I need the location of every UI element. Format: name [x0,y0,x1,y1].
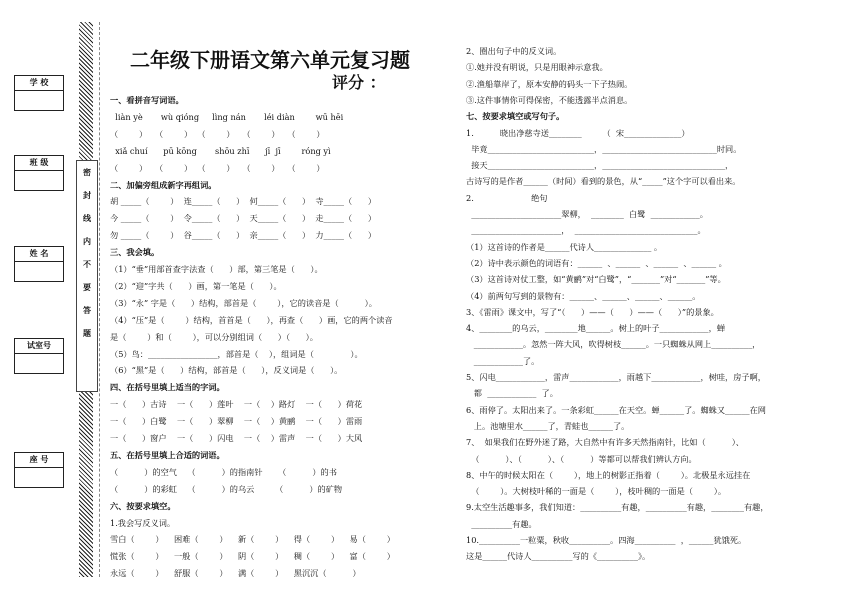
school-box [14,75,64,111]
right-text-line: 上。池塘里水______了，青蛙也______了。 [466,420,630,431]
right-text-line: 3、《雷雨》课文中，写了“（ ）——（ ）——（ ）”的景象。 [466,306,719,317]
left-text-line: 胡 _____（ ） 连_____（ ） 何_____（ ） 寺_____（ ） [110,196,377,207]
seat-box [14,452,64,488]
fold-line [99,22,100,577]
left-text-line: xiǎ chuí pū kōng shōu zhī jī jī róng yì [110,145,331,156]
name-box [14,246,64,282]
right-text-line: 接天__________________________，______________________________， [466,160,734,171]
right-text-line: 9.太空生活趣事多，我们知道：__________有趣，__________有趣，________有趣， [466,502,769,513]
left-text-line: （2）“迎”字共（ ）画，第一笔是（ ）。 [110,280,282,291]
room-box [14,338,64,374]
right-text-line: 10.__________一粒粟，秋收__________。四海__________ ，______犹饿死。 [466,535,747,545]
right-text-line: 2、圈出句子中的反义词。 [466,46,562,56]
seat-label: 座 号 [15,453,63,468]
right-text-line: ____________。忽然一阵大风，吹得树枝______。一只蜘蛛从网上__________， [466,339,761,350]
left-section-heading: 二、加偏旁组成新字再组词。 [110,179,217,190]
left-text-line: 1.我会写反义词。 [110,517,176,528]
left-section-heading: 三、我会填。 [110,247,160,258]
left-text-line: （1）“垂”用部首查字法查（ ）部，第三笔是（ ）。 [110,264,323,274]
right-text-line: 4、________的乌云，________地______。树上的叶子____________，蝉 [466,323,726,334]
name-label: 姓 名 [15,247,63,262]
right-text-line: __________有趣。 [466,518,537,529]
left-text-line: （5）鸟：_________________，部首是（ ），组词是（ ）。 [110,348,363,359]
left-text-line: liàn yè wù qióng lìng nán léi diàn wū hēi [110,111,344,122]
seal-char: 答 [83,306,91,315]
right-text-line: （3）这首诗对仗工整，如“黄鹂”对“白鹭”，“_______”对“_______”等。 [466,274,726,285]
score-label: 评分 ： [332,73,386,92]
class-box [14,155,64,191]
right-text-line: 2. 绝句 [466,192,548,203]
left-text-line: （ ）的彩虹 （ ）的乌云 （ ）的矿物 [110,483,343,494]
left-text-line: （ ） （ ） （ ） （ ） （ ） [110,162,325,173]
right-text-line: 都 ____________ 了。 [466,388,558,399]
left-text-line: 今 _____（ ） 令_____（ ） 天_____（ ） 走_____（ ） [110,213,377,224]
left-text-line: 一（ ）窗户 一（ ）闪电 一（ ）雷声 一（ ）大风 [110,433,363,443]
seal-line-notice [76,160,98,392]
left-text-line: 一（ ）白鹭 一（ ）翠柳 一（ ）黄鹂 一（ ）雷雨 [110,416,363,427]
right-text-line: ①.她并没有明说，只是用眼神示意我。 [466,62,608,73]
seal-char: 内 [83,237,91,246]
right-text-line: （2）诗中表示颜色的词语有：______ 、______ 、______ 、______ 。 [466,257,727,268]
room-label: 试室号 [15,339,63,354]
left-section-heading: 六、按要求填空。 [110,500,176,511]
right-text-line: 6、雨停了。太阳出来了。一条彩虹______在天空。蝉______了。蜘蛛又______在网 [466,404,766,415]
left-text-line: （3）“永” 字是（ ）结构，部首是（ ），它的读音是（ ）。 [110,297,377,308]
right-text-line: 8、中午的时候太阳在（ ），地上的树影正指着（ ）。北极星永远挂在 [466,469,751,480]
school-label: 学 校 [15,76,63,91]
right-text-line: ______________________， ______________________________。 [466,225,706,236]
left-text-line: 永远（ ） 舒服（ ） 满（ ） 黑沉沉（ ） [110,568,361,579]
left-text-line: 勿 _____（ ） 谷_____（ ） 亲_____（ ） 力_____（ ） [110,230,377,241]
right-text-line: ③.这件事情你可得保密，不能透露半点消息。 [466,94,633,105]
left-section-heading: 四、在括号里填上适当的字词。 [110,382,225,393]
right-text-line: （ ）。大树枝叶稀的一面是（ ），枝叶稠的一面是（ ）。 [466,486,727,497]
left-section-heading: 一、看拼音写词语。 [110,95,184,105]
right-text-line: 5、闪电____________，雷声____________，雨越下____________，树哇，房子啊， [466,372,766,382]
seal-char: 线 [83,214,91,223]
left-section-heading: 五、在括号里填上合适的词语。 [110,449,225,460]
seal-char: 不 [83,260,91,269]
seal-char: 要 [83,283,91,292]
right-text-line: 古诗写的是作者______（时间）看到的景色，从“_____”这个字可以看出来。 [466,176,741,187]
right-section-heading: 七、按要求填空或写句子。 [466,111,565,122]
right-text-line: 7、 如果我们在野外迷了路，大自然中有许多天然指南针，比如（ ）、 [466,437,744,448]
left-text-line: 雪白（ ） 困难（ ） 新（ ） 得（ ） 易（ ） [110,534,395,545]
right-text-line: ____________了。 [466,355,540,366]
left-text-line: （6）“黑”是（ ）结构，部首是（ ），反义词是（ ）。 [110,365,343,376]
right-text-line: （ ）、（ ）、（ ）等都可以帮我们辨认方向。 [466,453,697,464]
left-text-line: 是（ ）和（ ），可以分别组词（ ）（ ）。 [110,331,318,342]
left-text-line: （4）“压”是（ ）结构，首首是（ ），再查（ ）画，它的两个读音 [110,314,393,325]
right-text-line: ______________________翠柳， ________ 白鹭 ____________。 [466,209,708,219]
left-text-line: （ ）的空气 （ ）的指南针 （ ）的书 [110,466,337,477]
page-title: 二年级下册语文第六单元复习题 [130,48,410,72]
right-text-line: ②.渔船靠岸了，原本安静的码头一下子热闹。 [466,78,633,89]
right-text-line: （4）前两句写到的景物有：______、______、______、______。 [466,290,701,301]
right-text-line: 这是______代诗人__________写的《__________》。 [466,551,651,562]
right-text-line: 毕竟__________________________，____________________________时同。 [466,143,742,154]
left-text-line: 慌张（ ） 一般（ ） 阴（ ） 稠（ ） 富（ ） [110,551,395,562]
left-text-line: （ ） （ ） （ ） （ ） （ ） [110,128,325,139]
seal-char: 封 [83,191,91,200]
right-text-line: 1. 晓出净慈寺送________ （ 宋______________） [466,127,690,138]
seal-char: 密 [83,168,91,177]
right-text-line: （1）这首诗的作者是______代诗人______________ 。 [466,241,663,252]
seal-char: 题 [83,329,91,338]
class-label: 班 级 [15,156,63,171]
left-text-line: 一（ ）古诗 一（ ）莲叶 一（ ）路灯 一（ ）荷花 [110,399,363,410]
